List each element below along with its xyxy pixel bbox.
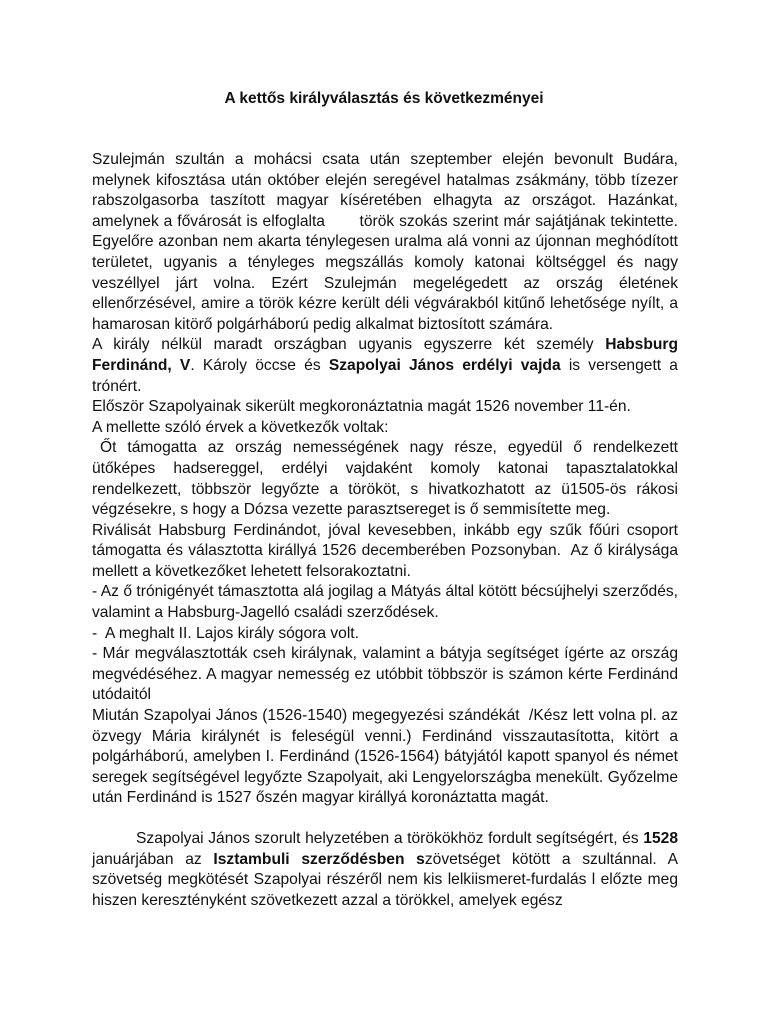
- paragraph-szapolyai-arguments: Őt támogatta az ország nemességének nagy része, egyedül ő rendelkezett ütőképes hadsereggel, erdélyi vajdaként komoly katonai tapasztalatokkal rendelkezett, többször legyőzte a törököt, s hivatkozhatott az ü1505-ös rákosi végzésekre, s hogy a Dózsa vezette parasztsereget is ő semmisítette meg.: [92, 439, 678, 519]
- paragraph-occupation: Szulejmán szultán a mohácsi csata után szeptember elején bevonult Budára, melynek kifosztása után október elején seregével hatalmas zsákmány, több tízezer rabszolgasorba taszított magyar kíséretében elhagyta az országot. Hazánkat, amelynek a fővárosát is elfoglalta török szokás szerint már sajátjának tekintette. Egyelőre azonban nem akarta ténylegesen uralma alá vonni az újonnan meghódított területet, ugyanis a tényleges megszállás komoly katonai költséggel és nagy veszéllyel járt volna. Ezért Szulejmán megelégedett az ország életének ellenőrzésével, amire a török kézre került déli végvárakból kitűnő lehetősége nyílt, a hamarosan kitörő polgárháború pedig alkalmat biztosított számára.: [92, 151, 687, 333]
- text-run: zövetséget kötött a szultánnal. A szövetség megkötését Szapolyai részéről nem kis lelkiismeret-furdalás l előzte meg hiszen keresztényként szövetkezett azzal a törökkel, amelyek egész: [92, 850, 679, 909]
- text-run: Szapolyai János szorult helyzetében a törökökhöz fordult segítségért, és: [136, 830, 644, 847]
- paragraph-spacer: [92, 809, 678, 829]
- text-run: januárjában az: [92, 850, 214, 868]
- text-run: A király nélkül maradt országban ugyanis egyszerre két személy: [92, 336, 606, 354]
- document-body: [92, 150, 687, 911]
- paragraph-ferdinand-support: Riválisát Habsburg Ferdinándot, jóval kevesebben, inkább egy szűk főúri csoport támogatta és választotta királlyá 1526 decemberében Pozsonyban. Az ő királysága mellett a következőket lehetett felsorakoztatni.: [92, 521, 683, 580]
- paragraph-istanbul-treaty: [92, 829, 678, 911]
- paragraph-two-claimants: [92, 335, 678, 397]
- list-item-bohemian-king: - Már megválasztották cseh királynak, valamint a bátyja segítséget ígérte az ország megvédéséhez. A magyar nemesség ez utóbbit többször is számon kérte Ferdinánd utódaitól: [92, 645, 678, 704]
- bold-name-ferdinand: Habsburg Ferdinánd, V: [92, 336, 678, 374]
- list-item-brother-in-law: - A meghalt II. Lajos király sógora volt.: [92, 624, 359, 642]
- bold-year: 1528: [643, 830, 678, 847]
- paragraph-arguments-heading: A mellette szóló érvek a következők voltak:: [92, 418, 389, 436]
- paragraph-civil-war: Miután Szapolyai János (1526-1540) megegyezési szándékát /Kész lett volna pl. az özvegy Mária királynét is feleségül venni.) Ferdinánd visszautasította, kitört a polgárháború, amelyben I. Ferdinánd (1526-1564) bátyjától kapott spanyol és német seregek segítségével legyőzte Szapolyait, aki Lengyelországba menekült. Győzelme után Ferdinánd is 1527 őszén magyar királlyá koronáztatta magát.: [92, 707, 683, 807]
- text-run: . Károly öccse és: [190, 356, 329, 374]
- document-title: A kettős királyválasztás és következményei: [224, 90, 544, 107]
- bold-name-szapolyai: Szapolyai János erdélyi vajda: [328, 356, 561, 374]
- paragraph-first-coronation: Először Szapolyainak sikerült megkoronáztatnia magát 1526 november 11-én.: [92, 398, 631, 416]
- text-run: is versengett a trónért.: [92, 356, 678, 395]
- bold-treaty-name: Isztambuli szerződésben s: [213, 850, 425, 868]
- list-item-treaty: - Az ő trónigényét támasztotta alá jogilag a Mátyás által kötött bécsújhelyi szerződés, valamint a Habsburg-Jagelló családi szerződések.: [92, 583, 678, 622]
